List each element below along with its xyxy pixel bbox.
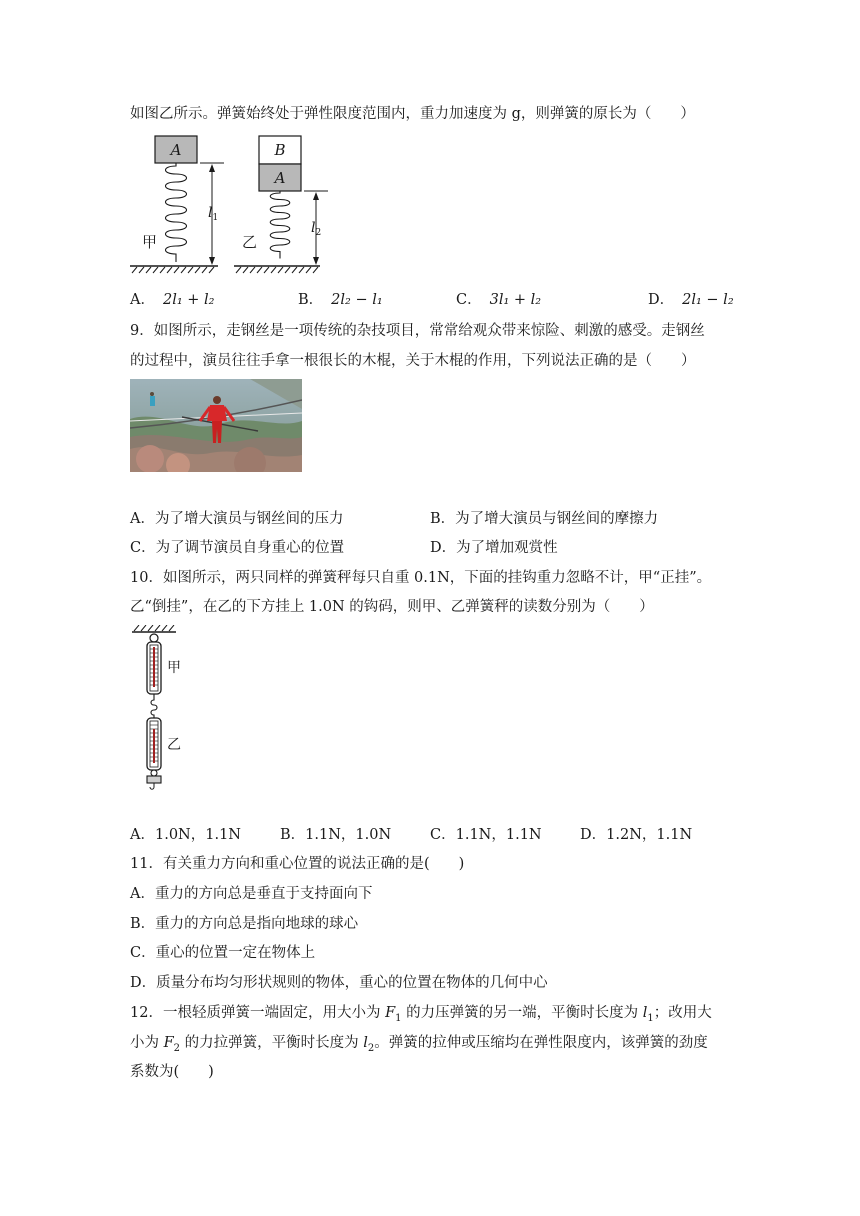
q10-spring-scale-figure xyxy=(128,625,198,791)
q11-stem: 11．有关重力方向和重心位置的说法正确的是( ) xyxy=(130,856,465,872)
q10-option-d[interactable]: D．1.2N，1.1N xyxy=(580,827,693,843)
block-b-label: B xyxy=(274,141,286,159)
tightrope-photo xyxy=(130,379,302,472)
q12-stem-line1: 12．一根轻质弹簧一端固定，用大小为 $F_1$ 的力压弹簧的另一端，平衡时长度为 $l_1$；改用大 xyxy=(130,1005,712,1024)
scale-yi-label: 乙 xyxy=(167,737,181,753)
q10-option-a[interactable]: A．1.0N，1.1N xyxy=(130,827,241,843)
q9-option-b[interactable]: B．为了增大演员与钢丝间的摩擦力 xyxy=(430,511,659,527)
q10-stem-line2: 乙“倒挂”，在乙的下方挂上 1.0N 的钩码，则甲、乙弹簧秤的读数分别为（ ） xyxy=(130,599,654,615)
q8-spring-figure xyxy=(128,132,328,274)
l1-label: $l_1$ xyxy=(208,205,219,223)
q12-stem-line2: 小为 $F_2$ 的力拉弹簧，平衡时长度为 $l_2$。弹簧的拉伸或压缩均在弹性限度内，该弹簧的劲度 xyxy=(130,1035,708,1054)
q10-stem-line1: 10．如图所示，两只同样的弹簧秤每只自重 0.1N，下面的挂钩重力忽略不计，甲“正挂”。 xyxy=(130,570,712,586)
l2-label: $l_2$ xyxy=(311,220,322,238)
q10-option-b[interactable]: B．1.1N，1.0N xyxy=(280,827,392,843)
q12-stem-line3: 系数为( ) xyxy=(130,1064,214,1080)
q9-option-d[interactable]: D．为了增加观赏性 xyxy=(430,540,558,556)
block-a-label: A xyxy=(170,141,182,159)
ground-jia xyxy=(130,266,218,273)
spring-jia xyxy=(166,163,187,262)
q8-option-d[interactable]: D． 2l₁ − l₂ xyxy=(648,292,734,308)
q11-option-b[interactable]: B．重力的方向总是指向地球的球心 xyxy=(130,916,359,932)
scale-yi xyxy=(147,718,161,770)
q9-stem-line2: 的过程中，演员往往手拿一根很长的木棍，关于木棍的作用，下列说法正确的是（ ） xyxy=(130,353,696,369)
block-a2-label: A xyxy=(274,169,286,187)
q10-option-c[interactable]: C．1.1N，1.1N xyxy=(430,827,542,843)
q8-option-c[interactable]: C． 3l₁ + l₂ xyxy=(456,292,542,308)
label-yi: 乙 xyxy=(242,233,258,251)
q9-stem-line1: 9．如图所示，走钢丝是一项传统的杂技项目，常常给观众带来惊险、刺激的感受。走钢丝 xyxy=(130,323,705,339)
hook-weight xyxy=(147,776,161,783)
ground-yi xyxy=(236,267,318,273)
scale-jia xyxy=(147,642,161,694)
label-jia: 甲 xyxy=(142,233,158,251)
q11-option-c[interactable]: C．重心的位置一定在物体上 xyxy=(130,945,316,961)
scale-jia-label: 甲 xyxy=(167,660,181,676)
q9-option-a[interactable]: A．为了增大演员与钢丝间的压力 xyxy=(130,511,344,527)
q11-option-a[interactable]: A．重力的方向总是垂直于支持面向下 xyxy=(130,886,373,902)
spring-yi xyxy=(270,191,290,259)
q8-stem-tail: 如图乙所示。弹簧始终处于弹性限度范围内，重力加速度为 g，则弹簧的原长为（ ） xyxy=(130,106,695,122)
q11-option-d[interactable]: D．质量分布均匀形状规则的物体，重心的位置在物体的几何中心 xyxy=(130,975,548,991)
q8-option-a[interactable]: A． 2l₁ + l₂ xyxy=(130,292,215,308)
q8-option-b[interactable]: B． 2l₂ − l₁ xyxy=(298,292,383,308)
q9-option-c[interactable]: C．为了调节演员自身重心的位置 xyxy=(130,540,345,556)
